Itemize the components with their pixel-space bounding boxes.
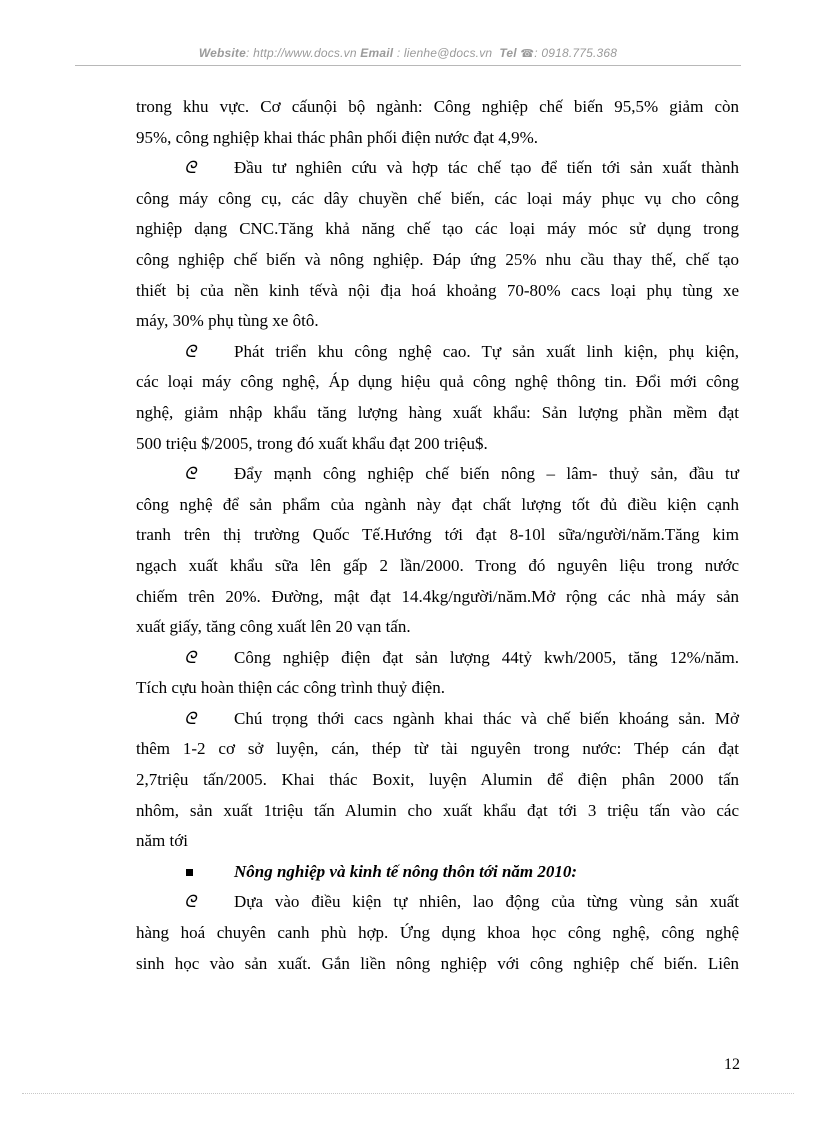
text-line: Dựa vào điều kiện tự nhiên, lao động của từng vùng sản xuất [234, 892, 739, 912]
text-line: 500 triệu $/2005, trong đó xuất khẩu đạt 200 triệu$. [136, 433, 488, 453]
text-line: nghiệp dạng CNC.Tăng khả năng chế tạo các loại máy móc sử dụng trong [136, 219, 739, 239]
telephone-icon: ☎ [520, 48, 535, 60]
footer-divider [22, 1093, 794, 1094]
text-line: Đẩy mạnh công nghiệp chế biến nông – lâm- thuỷ sản, đầu tư [234, 464, 739, 484]
page-header [75, 46, 741, 60]
bullet-icon: ᘓ [184, 892, 196, 912]
bullet-paragraph-line [136, 459, 739, 490]
text-line: Phát triển khu công nghệ cao. Tự sản xuất linh kiện, phụ kiện, [234, 341, 739, 361]
section-heading-line [136, 857, 739, 888]
text-line: ngạch xuất khẩu sữa lên gấp 2 lần/2000. Trong đó nguyên liệu trong nước [136, 555, 739, 575]
text-line: 2,7triệu tấn/2005. Khai thác Boxit, luyện Alumin để điện phân 2000 tấn [136, 770, 739, 790]
email-value: : lienhe@docs.vn [393, 46, 493, 60]
website-value: : http://www.docs.vn [246, 46, 357, 60]
text-line: hàng hoá chuyên canh phù hợp. Ứng dụng khoa học công nghệ, công nghệ [136, 923, 739, 943]
bullet-icon: ᘓ [184, 464, 196, 484]
bullet-icon: ᘓ [184, 341, 196, 361]
text-line: Công nghiệp điện đạt sản lượng 44tỷ kwh/2005, tăng 12%/năm. [234, 647, 739, 667]
text-line: công nghiệp chế biến và nông nghiệp. Đáp ứng 25% nhu cầu thay thế, chế tạo [136, 249, 739, 269]
text-line: Tích cựu hoàn thiện các công trình thuỷ điện. [136, 678, 445, 698]
text-line: 95%, công nghiệp khai thác phân phối điện nước đạt 4,9%. [136, 127, 539, 147]
bullet-icon: ᘓ [184, 158, 196, 178]
square-bullet-icon [186, 869, 193, 876]
tel-label: Tel [499, 46, 517, 60]
text-line: các loại máy công nghệ, Áp dụng hiệu quả công nghệ thông tin. Đổi mới công [136, 372, 739, 392]
text-line: thiết bị của nền kinh tếvà nội địa hoá khoảng 70-80% cacs loại phụ tùng xe [136, 280, 739, 300]
bullet-icon: ᘓ [184, 708, 196, 728]
text-line: trong khu vực. Cơ cấunội bộ ngành: Công nghiệp chế biến 95,5% giảm còn [136, 97, 739, 116]
text-line: thêm 1-2 cơ sở luyện, cán, thép từ tài nguyên trong nước: Thép cán đạt [136, 739, 739, 759]
text-line: năm tới [136, 831, 188, 851]
bullet-paragraph-line [136, 643, 739, 674]
document-body [136, 92, 739, 979]
bullet-paragraph-line [136, 337, 739, 368]
text-line: sinh học vào sản xuất. Gắn liền nông nghiệp với công nghiệp chế biến. Liên [136, 953, 739, 973]
text-line: Chú trọng thới cacs ngành khai thác và chế biến khoáng sản. Mở [234, 708, 739, 728]
tel-value: : 0918.775.368 [534, 46, 618, 60]
text-line: công nghệ để sản phẩm của ngành này đạt chất lượng tốt đủ điều kiện cạnh [136, 494, 739, 514]
text-line: máy, 30% phụ tùng xe ôtô. [136, 311, 319, 331]
email-label: Email [360, 46, 394, 60]
website-label: Website [198, 46, 247, 60]
bullet-paragraph-line [136, 887, 739, 918]
text-line: xuất giấy, tăng công xuất lên 20 vạn tấn. [136, 617, 411, 637]
bullet-icon: ᘓ [184, 647, 196, 667]
bullet-paragraph-line [136, 153, 739, 184]
text-line: công máy công cụ, các dây chuyền chế biến, các loại máy phục vụ cho công [136, 188, 739, 208]
text-line: tranh trên thị trường Quốc Tế.Hướng tới đạt 8-10l sữa/người/năm.Tăng kim [136, 525, 739, 545]
text-line: nghệ, giảm nhập khẩu tăng lượng hàng xuất khẩu: Sản lượng phần mềm đạt [136, 402, 739, 422]
bullet-paragraph-line [136, 704, 739, 735]
text-line: Đầu tư nghiên cứu và hợp tác chế tạo để tiến tới sản xuất thành [234, 158, 739, 178]
header-divider [75, 65, 741, 66]
section-heading: Nông nghiệp và kinh tế nông thôn tới năm 2010: [234, 861, 578, 881]
text-line: chiếm trên 20%. Đường, mật đạt 14.4kg/người/năm.Mở rộng các nhà máy sản [136, 586, 739, 606]
text-line: nhôm, sản xuất 1triệu tấn Alumin cho xuất khẩu đạt tới 3 triệu tấn vào các [136, 800, 739, 820]
page-number: 12 [724, 1056, 740, 1073]
